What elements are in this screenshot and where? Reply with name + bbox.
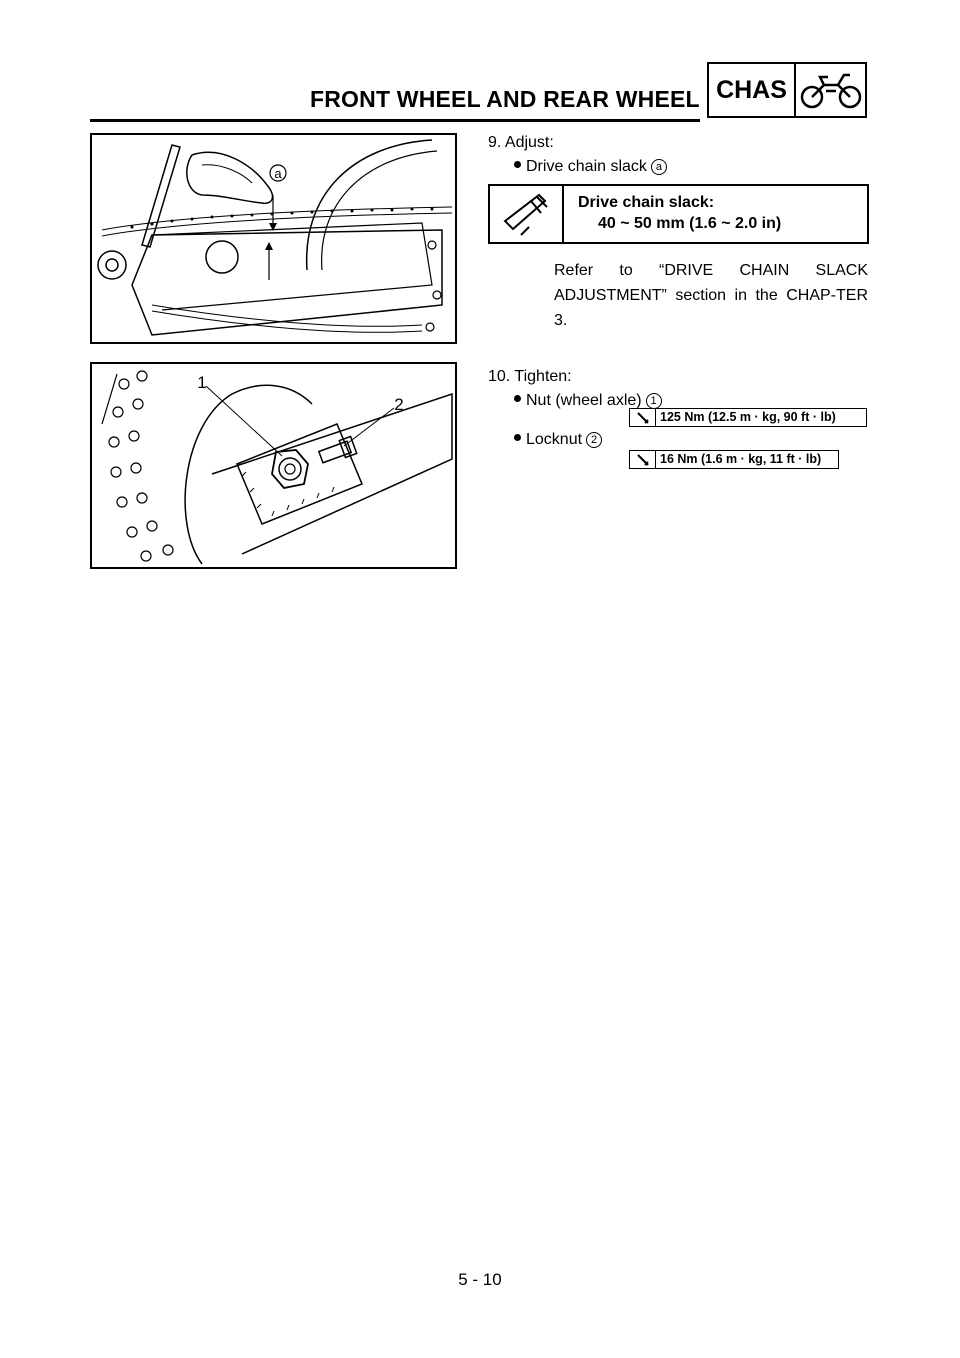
spec-box <box>488 184 869 244</box>
section-code: CHAS <box>709 64 796 116</box>
step-9-item <box>514 155 667 179</box>
torque-wrench-icon <box>630 451 656 468</box>
bullet <box>514 434 521 441</box>
step-action: Adjust: <box>504 134 554 151</box>
torque-wrench-icon <box>630 409 656 426</box>
item-ref-a: a <box>651 159 667 175</box>
step-number: 10. <box>488 368 511 385</box>
step-10-heading <box>488 365 572 389</box>
step-action: Tighten: <box>514 368 572 385</box>
torque-value: 16 Nm (1.6 m · kg, 11 ft · lb) <box>660 452 822 466</box>
motorcycle-icon <box>796 64 865 116</box>
callout-1: 1 <box>197 373 207 392</box>
item-ref-2: 2 <box>586 432 602 448</box>
figure-drive-chain <box>90 133 457 344</box>
spec-value: 40 ~ 50 mm (1.6 ~ 2.0 in) <box>598 215 782 232</box>
page-title: FRONT WHEEL AND REAR WHEEL <box>310 86 700 112</box>
bullet <box>514 161 521 168</box>
item-label: Drive chain slack <box>526 158 647 175</box>
step-number: 9. <box>488 134 502 151</box>
section-badge <box>707 62 867 118</box>
spec-text <box>564 186 781 242</box>
figure-axle-nut <box>90 362 457 569</box>
torque-value: 125 Nm (12.5 m · kg, 90 ft · lb) <box>660 410 836 424</box>
header-rule <box>90 119 700 122</box>
callout-2: 2 <box>394 395 404 414</box>
bullet <box>514 395 521 402</box>
page-number: 5 - 10 <box>458 1270 502 1289</box>
item-ref-1: 1 <box>646 393 662 409</box>
step-10-item-locknut <box>514 428 602 452</box>
item-label: Nut (wheel axle) <box>526 392 642 409</box>
reference-note: Refer to “DRIVE CHAIN SLACK ADJUSTMENT” section in the CHAP-TER 3. <box>554 262 868 329</box>
item-label: Locknut <box>526 431 583 448</box>
callout-a: a <box>274 166 282 181</box>
torque-spec-nut <box>629 408 867 427</box>
torque-spec-locknut <box>629 450 839 469</box>
step-9-heading <box>488 131 554 155</box>
caliper-icon <box>490 186 564 242</box>
spec-label: Drive chain slack: <box>578 194 715 211</box>
